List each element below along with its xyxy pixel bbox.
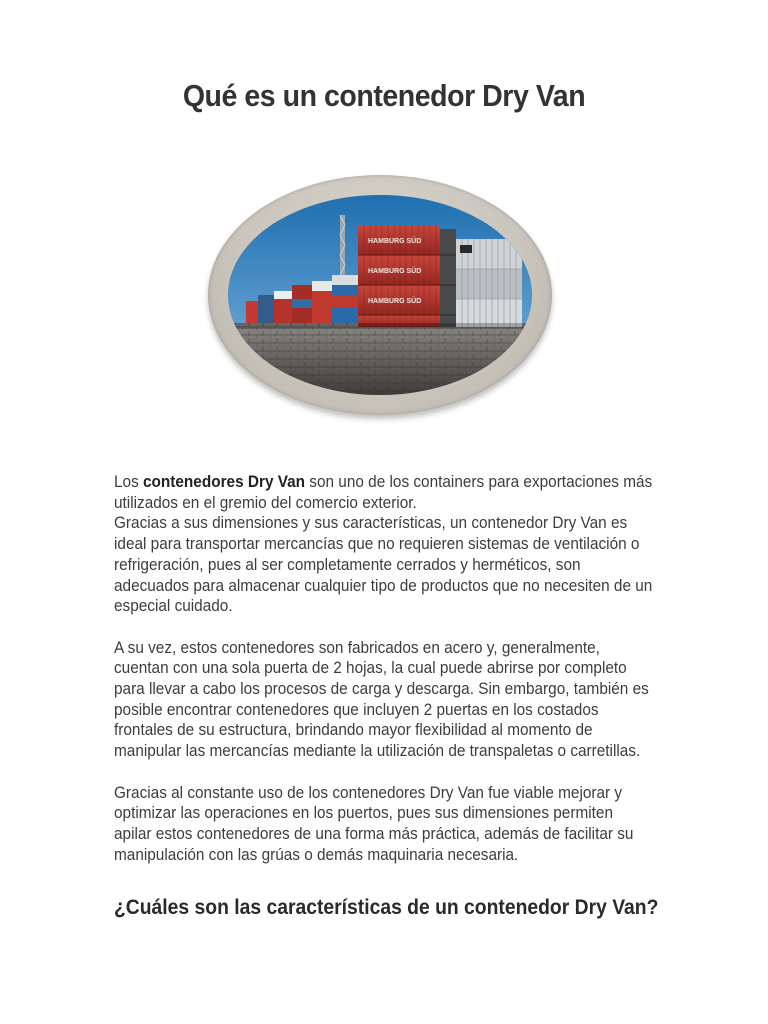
intro-bold-term: contenedores Dry Van [143,473,306,491]
article-body [114,472,653,886]
paragraph-materials: A su vez, estos contenedores son fabricados en acero y, generalmente, cuentan con una sola puerta de 2 hojas, la cual puede abrirse por completo para llevar a cabo los procesos de carga y descarga. Sin embargo, también es posible encontrar contenedores que incluyen 2 puertas en los costados frontales de su estructura, brindando mayor flexibilidad al momento de manipular las mercancías mediante la utilización de transpaletas o carretillas. [114,638,649,761]
container-photo [208,175,552,415]
paragraph-intro [114,472,653,513]
container-logo-text: HAMBURG SÜD [368,298,422,305]
intro-suffix: son uno de los containers para exportaciones más utilizados en el gremio del comercio exterior. [114,473,653,512]
paragraph-dimensions: Gracias a sus dimensiones y sus características, un contenedor Dry Van es ideal para transportar mercancías que no requieren sistemas de ventilación o refrigeración, pues al ser completamente cerrados y herméticos, son adecuados para almacenar cualquier tipo de productos que no necesiten de un especial cuidado. [114,514,653,616]
section-heading: ¿Cuáles son las características de un contenedor Dry Van? [114,896,659,919]
page-title: Qué es un contenedor Dry Van [182,78,586,113]
container-logo-text: HAMBURG SÜD [368,268,422,275]
paragraph-operations: Gracias al constante uso de los contenedores Dry Van fue viable mejorar y optimizar las operaciones en los puertos, pues sus dimensiones permiten apilar estos contenedores de una forma más práctica, además de facilitar su manipulación con las grúas o demás maquinaria necesaria. [114,783,634,864]
containers-illustration [228,195,532,395]
intro-prefix: Los [114,473,144,491]
port-containers-image [228,195,532,395]
container-logo-text: HAMBURG SÜD [368,238,422,245]
